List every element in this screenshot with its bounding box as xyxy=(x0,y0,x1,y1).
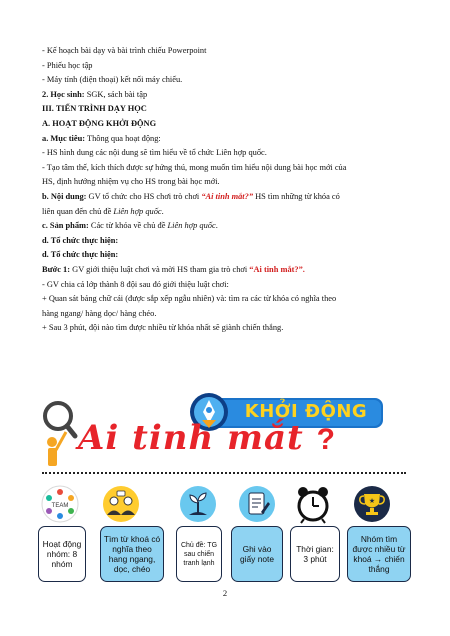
text: liên quan đến chủ đề xyxy=(42,206,114,216)
label: Bước 1: xyxy=(42,264,71,274)
svg-text:TEAM: TEAM xyxy=(51,503,69,509)
body-text xyxy=(42,44,414,336)
card-winner xyxy=(347,526,411,582)
text-line: hàng ngang/ hàng dọc/ hàng chéo. xyxy=(42,308,157,318)
card-text: Nhóm tìm được nhiều từ khoá → chiến thắng xyxy=(352,534,406,574)
team-icon xyxy=(40,484,80,524)
text-line xyxy=(42,190,414,205)
trophy-icon xyxy=(352,484,392,524)
question-mark: ? xyxy=(316,423,336,456)
card-find-keywords xyxy=(100,526,164,582)
label: c. Sản phẩm: xyxy=(42,221,89,231)
text: GV giới thiệu luật chơi và mời HS tham gia trò chơi xyxy=(70,264,250,274)
heading-text: d. Tổ chức thực hiện: xyxy=(42,250,119,260)
heading xyxy=(42,117,414,132)
card-topic xyxy=(176,526,222,582)
text: Các từ khóa về chủ đề xyxy=(88,221,168,231)
text-line xyxy=(42,132,414,147)
people-discussion-icon xyxy=(101,484,141,524)
card-activity-groups xyxy=(38,526,86,582)
game-title-text: Ai tinh mắt xyxy=(78,418,304,458)
text-line xyxy=(42,219,414,234)
text: Thông qua hoạt động: xyxy=(85,133,161,143)
card-text: Tìm từ khoá có nghĩa theo hang ngang, dọc, chéo xyxy=(103,534,161,574)
page-number: 2 xyxy=(222,588,228,598)
card-text: Thời gian: 3 phút xyxy=(296,544,334,564)
note-pencil-icon xyxy=(237,484,277,524)
text-line: - Phiếu học tập xyxy=(42,60,93,70)
alarm-clock-icon xyxy=(293,484,333,524)
text: . xyxy=(215,221,218,231)
svg-text:★: ★ xyxy=(368,497,376,505)
card-text: Ghi vào giấy note xyxy=(240,544,274,564)
text-line: - Máy tính (điện thoại) kết nối máy chiếu. xyxy=(42,75,183,85)
topic: Liên hợp quốc xyxy=(113,206,162,216)
game-title xyxy=(78,418,336,458)
banner-text: KHỞI ĐỘNG xyxy=(244,401,368,422)
label: 2. Học sinh: xyxy=(42,89,85,99)
dotted-divider xyxy=(42,472,406,474)
text-line xyxy=(42,263,414,278)
text-line: - HS hình dung các nội dung sẽ tìm hiểu về tổ chức Liên hợp quốc. xyxy=(42,148,267,158)
label: b. Nội dung: xyxy=(42,191,87,201)
card-write-note xyxy=(231,526,283,582)
text-line xyxy=(42,88,414,103)
text-line: + Sau 3 phút, đội nào tìm được nhiều từ khóa nhất sẽ giành chiến thắng. xyxy=(42,323,284,333)
heading xyxy=(42,234,414,249)
text: GV tổ chức cho HS chơi trò chơi xyxy=(86,191,202,201)
heading-text: d. Tổ chức thực hiện: xyxy=(42,235,119,245)
text-line: - GV chia cả lớp thành 8 đội sau đó giới thiệu luật chơi: xyxy=(42,279,229,289)
card-time xyxy=(290,526,340,582)
plant-sprout-icon xyxy=(178,484,218,524)
text-line: HS, định hướng nhiệm vụ cho HS trong bài học mới. xyxy=(42,177,220,187)
text-line: - Kế hoạch bài dạy và bài trình chiếu Powerpoint xyxy=(42,46,207,55)
topic: Liên hợp quốc xyxy=(167,221,216,231)
heading xyxy=(42,102,414,117)
text: HS tìm những từ khóa có xyxy=(253,191,340,201)
heading-text: III. TIẾN TRÌNH DẠY HỌC xyxy=(42,104,147,114)
label: a. Mục tiêu: xyxy=(42,133,86,143)
text: . xyxy=(161,206,164,216)
text-line: + Quan sát bảng chữ cái (được sắp xếp ngẫu nhiên) và: tìm ra các từ khóa có nghĩa theo xyxy=(42,294,337,304)
game-name: “Ai tinh mắt?” xyxy=(201,191,254,201)
card-text: Hoạt động nhóm: 8 nhóm xyxy=(42,539,82,569)
game-name: “Ai tinh mắt?”. xyxy=(249,264,305,274)
text-line xyxy=(42,205,414,220)
heading-text: A. HOẠT ĐỘNG KHỞI ĐỘNG xyxy=(42,118,157,128)
card-text: Chủ đề: TG sau chiến tranh lạnh xyxy=(180,541,218,567)
text-line: - Tạo tâm thế, kích thích được sự hứng thú, mong muốn tìm hiểu nội dung bài học mới của xyxy=(42,162,347,172)
heading xyxy=(42,248,414,263)
text: SGK, sách bài tập xyxy=(84,89,148,99)
